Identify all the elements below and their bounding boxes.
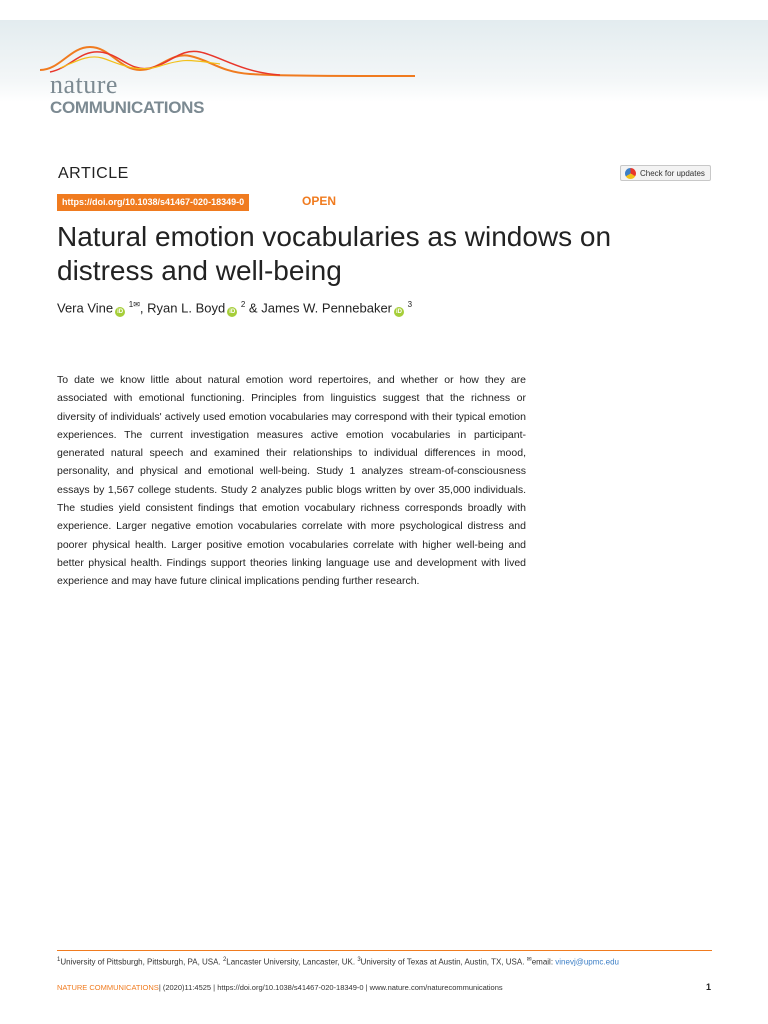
orcid-icon[interactable]: iD — [117, 309, 124, 316]
affiliation-divider — [57, 950, 712, 951]
abstract-text: To date we know little about natural emotion word repertoires, and whether or how they are associated with emotional functioning. Principles from linguistics suggest that the richness or diversity of individuals' actively used emotion vocabularies may correspond with their typical emotion experiences. The current investigation measures active emotion vocabularies in participant-generated natural speech and examined their relationships to individual differences in mood, personality, and physical and emotional well-being. Study 1 analyzes stream-of-consciousness essays by 1,567 college students. Study 2 analyzes public blogs written by over 35,000 individuals. The studies yield consistent findings that emotion vocabulary richness corresponds broadly with experience. Larger negative emotion vocabularies correlate with more psychological distress and poorer physical health. Larger positive emotion vocabularies correlate with higher well-being and better physical health. Findings support theories linking language use and development with lived experience and may have future clinical implications pending further research. — [57, 374, 526, 588]
author-affiliation-sup: 1✉ — [128, 300, 140, 309]
check-for-updates-label: Check for updates — [640, 168, 705, 178]
author-name[interactable]: James W. Pennebaker — [261, 300, 393, 316]
article-type-label: ARTICLE — [58, 165, 129, 182]
open-access-badge: OPEN — [302, 194, 337, 208]
footer-journal-name[interactable]: NATURE COMMUNICATIONS — [57, 983, 159, 992]
author-name[interactable]: Vera Vine — [57, 300, 114, 316]
corresponding-email-link[interactable]: vinevj@upmc.edu — [555, 957, 619, 967]
crossmark-icon — [625, 168, 636, 179]
page-number: 1 — [706, 982, 712, 992]
footer-citation: | (2020)11:4525 | https://doi.org/10.1038/s41467-020-18349-0 | www.nature.com/naturecommunications — [158, 983, 503, 992]
email-icon: ✉ — [526, 957, 532, 963]
author-affiliation-sup: 3 — [407, 300, 413, 309]
author-name[interactable]: Ryan L. Boyd — [147, 300, 226, 316]
affiliation-3: University of Texas at Austin, Austin, TX, USA. — [360, 957, 525, 967]
author-affiliation-sup: 2 — [240, 300, 246, 309]
logo-communications-text: COMMUNICATIONS — [50, 98, 205, 117]
orcid-icon[interactable]: iD — [396, 309, 403, 316]
journal-header — [0, 20, 768, 117]
article-title — [57, 220, 697, 288]
page-footer — [57, 983, 503, 992]
affiliations: $^1$University of Pittsburgh, Pittsburgh, PA, USA. $^2$Lancaster University, Lancaster, UK. $^3$University of Texas at Austin, Austin, TX, USA. ✉email: vinevj@upmc.edu — [57, 957, 619, 967]
affiliation-2: Lancaster University, Lancaster, UK. — [226, 957, 356, 967]
affiliation-1: University of Pittsburgh, Pittsburgh, PA, USA. — [60, 957, 221, 967]
author-list: Vera Vine iD $^{1✉}$, Ryan L. Boyd iD $^2$ & James W. Pennebaker iD $^3$ — [57, 300, 413, 316]
check-for-updates-button[interactable] — [620, 165, 711, 181]
orcid-icon[interactable]: iD — [229, 309, 236, 316]
title-line-2: distress and well-being — [57, 255, 342, 286]
title-line-1: Natural emotion vocabularies as windows on — [57, 221, 612, 252]
doi-link[interactable]: https://doi.org/10.1038/s41467-020-18349-0 — [57, 194, 249, 211]
logo-nature-text: nature — [50, 70, 118, 99]
